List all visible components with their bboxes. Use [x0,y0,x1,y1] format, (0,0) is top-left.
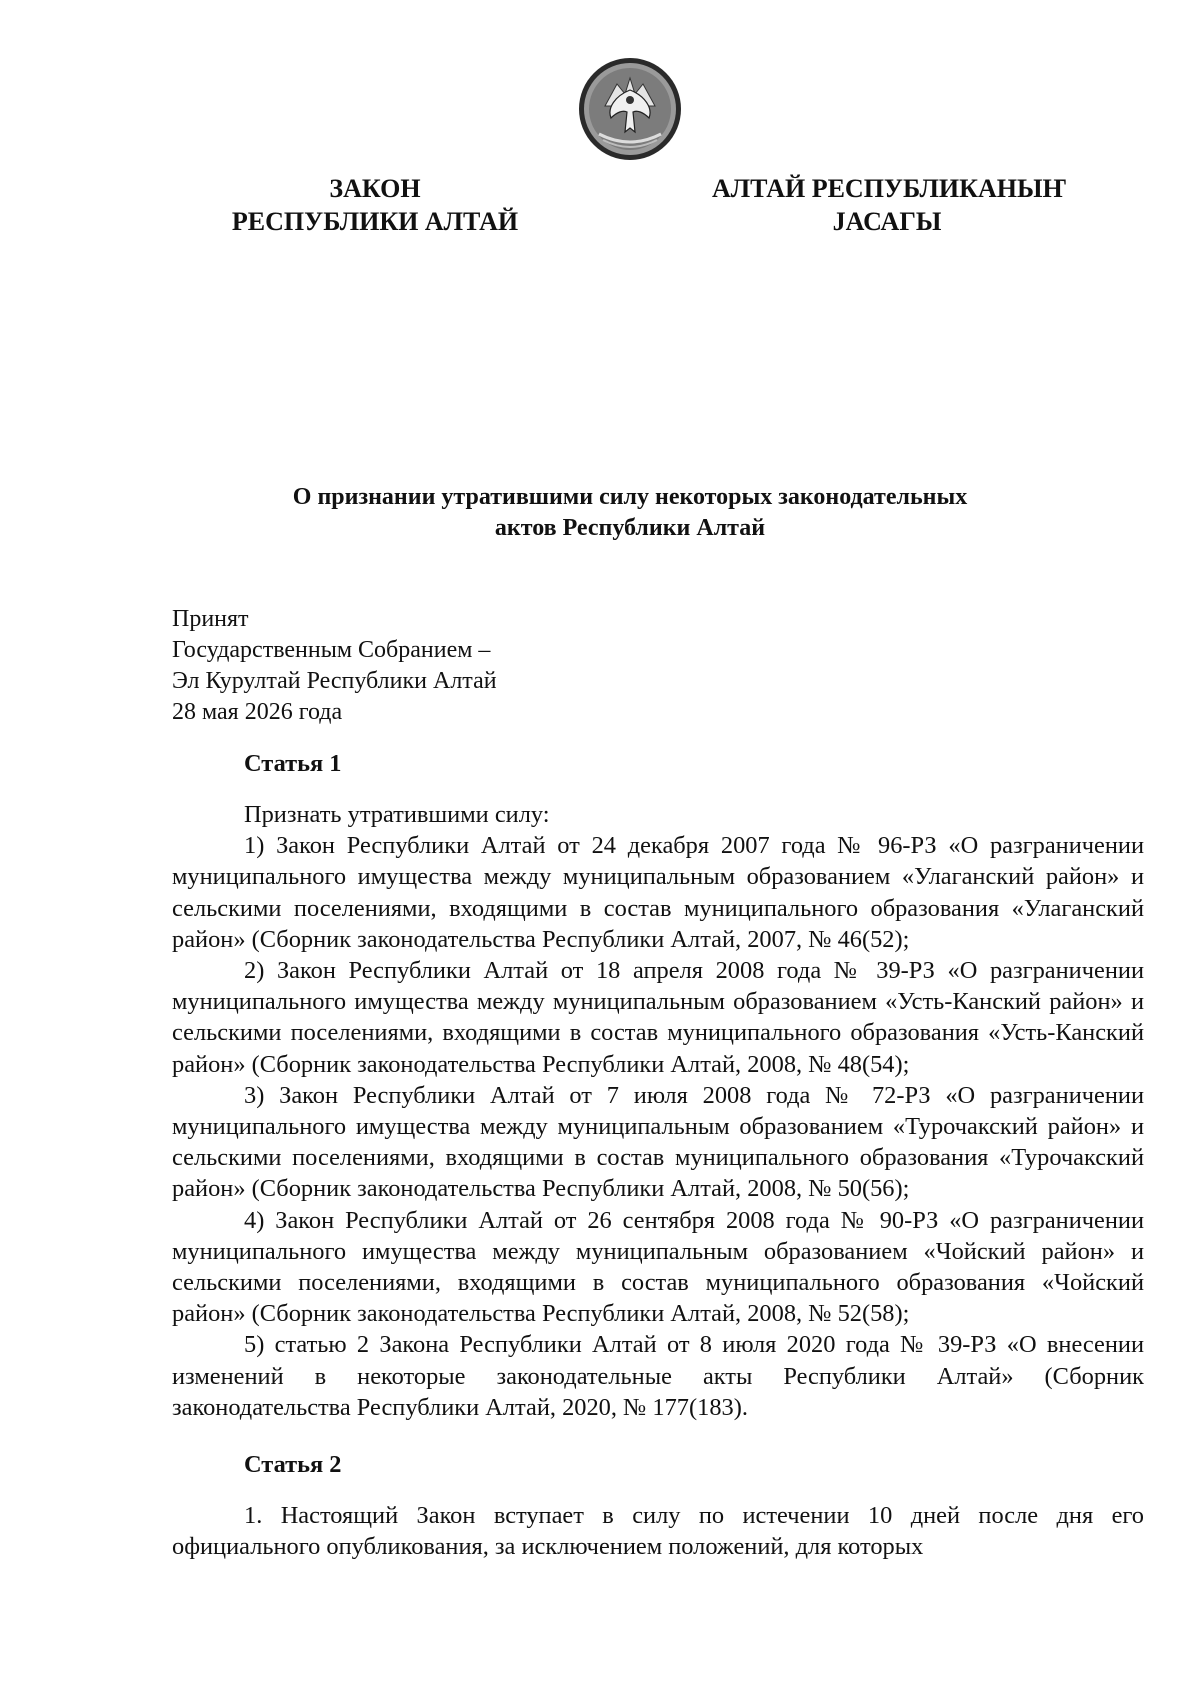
document-title [190,482,1070,544]
coat-of-arms-icon [577,56,683,162]
header-left-line2: РЕСПУБЛИКИ АЛТАЙ [231,207,519,236]
article-2-heading: Статья 2 [244,1451,342,1479]
article-1-item: 2) Закон Республики Алтай от 18 апреля 2008 года № 39-РЗ «О разграничении муниципального имущества между муниципальным образованием «Усть-Канский район» и сельскими поселениями, входящими в состав муниципального образования «Усть-Канский район» (Сборник законодательства Республики Алтай, 2008, № 48(54); [172,957,1144,1078]
adopted-line3: Эл Курултай Республики Алтай [172,668,497,694]
header-law-altai [712,172,1067,238]
article-1-item: 5) статью 2 Закона Республики Алтай от 8 июля 2020 года № 39-РЗ «О внесении изменений в некоторые законодательные акты Республики Алтай» (Сборник законодательства Республики Алтай, 2020, № 177(183). [172,1331,1144,1421]
header-left-line1: ЗАКОН [329,174,421,203]
document-body [172,748,1144,1562]
article-1-item: 4) Закон Республики Алтай от 26 сентября 2008 года № 90-РЗ «О разграничении муниципального имущества между муниципальным образованием «Чойский район» и сельскими поселениями, входящими в состав муниципального образования «Чойский район» (Сборник законодательства Республики Алтай, 2008, № 52(58); [172,1206,1144,1328]
article-2-paragraph-1: 1. Настоящий Закон вступает в силу по истечении 10 дней после дня его официального опубликования, за исключением положений, для которых [172,1502,1144,1561]
article-1-heading: Статья 1 [244,750,342,777]
adoption-block [172,604,497,728]
adopted-line1: Принят [172,606,249,632]
header-right-line1: АЛТАЙ РЕСПУБЛИКАНЫҤ [712,174,1067,203]
article-1-item: 3) Закон Республики Алтай от 7 июля 2008 года № 72-РЗ «О разграничении муниципального имущества между муниципальным образованием «Турочакский район» и сельскими поселениями, входящими в состав муниципального образования «Турочакский район» (Сборник законодательства Республики Алтай, 2008, № 50(56); [172,1081,1144,1203]
adopted-date: 28 мая 2026 года [172,699,343,725]
adopted-line2: Государственным Собранием – [172,637,491,663]
title-line1: О признании утратившими силу некоторых законодательных [292,484,968,510]
article-1-item: 1) Закон Республики Алтай от 24 декабря 2007 года № 96-РЗ «О разграничении муниципального имущества между муниципальным образованием «Улаганский район» и сельскими поселениями, входящими в состав муниципального образования «Улаганский район» (Сборник законодательства Республики Алтай, 2007, № 46(52); [172,832,1144,953]
article-1-intro: Признать утратившими силу: [244,801,550,828]
header-law-russian [200,172,550,238]
title-line2: актов Республики Алтай [494,515,766,541]
header-right-line2: ЈАСАГЫ [832,207,942,236]
